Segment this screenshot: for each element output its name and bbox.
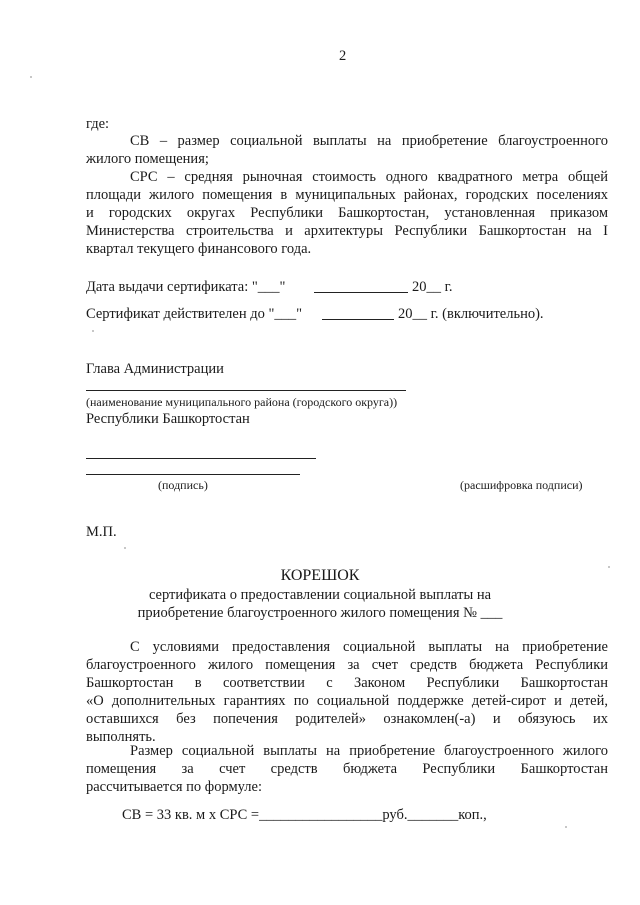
definition-src-line-1: СРС – средняя рыночная стоимость одного квадратного метра общей bbox=[130, 169, 608, 185]
stub-conditions-line-3: Башкортостан в соответствии с Законом Республики Башкортостан bbox=[86, 675, 608, 691]
stub-conditions-line-4: «О дополнительных гарантиях по социальной поддержке детей-сирот и детей, bbox=[86, 693, 608, 709]
scan-speck bbox=[92, 330, 94, 332]
municipality-name-caption: (наименование муниципального района (городского округа)) bbox=[86, 395, 398, 409]
stub-conditions-line-2: благоустроенного жилого помещения за счет средств бюджета Республики bbox=[86, 657, 608, 673]
republic-label: Республики Башкортостан bbox=[86, 411, 250, 427]
stub-conditions-line-5: оставшихся без попечения родителей» ознакомлен(-а) и обязуюсь их bbox=[86, 711, 608, 727]
scan-speck bbox=[565, 826, 567, 828]
stub-payment-line-3: рассчитывается по формуле: bbox=[86, 779, 262, 795]
stub-subtitle-line-1: сертификата о предоставлении социальной выплаты на bbox=[148, 587, 492, 603]
issue-month-line bbox=[314, 292, 408, 293]
page-number: 2 bbox=[339, 48, 347, 64]
head-of-administration-label: Глава Администрации bbox=[86, 361, 224, 377]
signature-caption: (подпись) bbox=[158, 478, 208, 492]
definition-sv-line-2: жилого помещения; bbox=[86, 151, 209, 167]
valid-until-label: Сертификат действителен до "___" bbox=[86, 306, 303, 322]
definition-src-line-2: площади жилого помещения в муниципальных районах, городских поселениях bbox=[86, 187, 608, 203]
stub-conditions-line-6: выполнять. bbox=[86, 729, 156, 745]
definition-src-line-4: Министерства строительства и архитектуры Республики Башкортостан на I bbox=[86, 223, 608, 239]
definition-sv-line-1: СВ – размер социальной выплаты на приобретение благоустроенного bbox=[130, 133, 608, 149]
definitions-intro: где: bbox=[86, 116, 110, 132]
stamp-place-label: М.П. bbox=[86, 524, 117, 540]
scan-speck bbox=[30, 76, 32, 78]
signature-line-2 bbox=[86, 474, 300, 475]
issue-date-year: 20__ г. bbox=[412, 279, 453, 295]
definition-src-line-5: квартал текущего финансового года. bbox=[86, 241, 312, 257]
signature-decoding-caption: (расшифровка подписи) bbox=[460, 478, 583, 492]
definition-src-line-3: и городских округах Республики Башкортостан, установленная приказом bbox=[86, 205, 608, 221]
municipality-name-line bbox=[86, 390, 406, 391]
stub-subtitle-line-2: приобретение благоустроенного жилого помещения № ___ bbox=[137, 605, 503, 621]
valid-month-line bbox=[322, 319, 394, 320]
stub-title: КОРЕШОК bbox=[280, 567, 360, 584]
scan-speck bbox=[124, 547, 126, 549]
issue-date-label: Дата выдачи сертификата: "___" bbox=[86, 279, 286, 295]
valid-until-year: 20__ г. (включительно). bbox=[398, 306, 544, 322]
stub-payment-line-1: Размер социальной выплаты на приобретение благоустроенного жилого bbox=[130, 743, 608, 759]
stub-conditions-line-1: С условиями предоставления социальной выплаты на приобретение bbox=[130, 639, 608, 655]
signature-line-1 bbox=[86, 458, 316, 459]
stub-payment-line-2: помещения за счет средств бюджета Республики Башкортостан bbox=[86, 761, 608, 777]
scan-speck bbox=[608, 566, 610, 568]
payment-formula: СВ = 33 кв. м x СРС =_________________руб._______коп., bbox=[122, 807, 487, 823]
